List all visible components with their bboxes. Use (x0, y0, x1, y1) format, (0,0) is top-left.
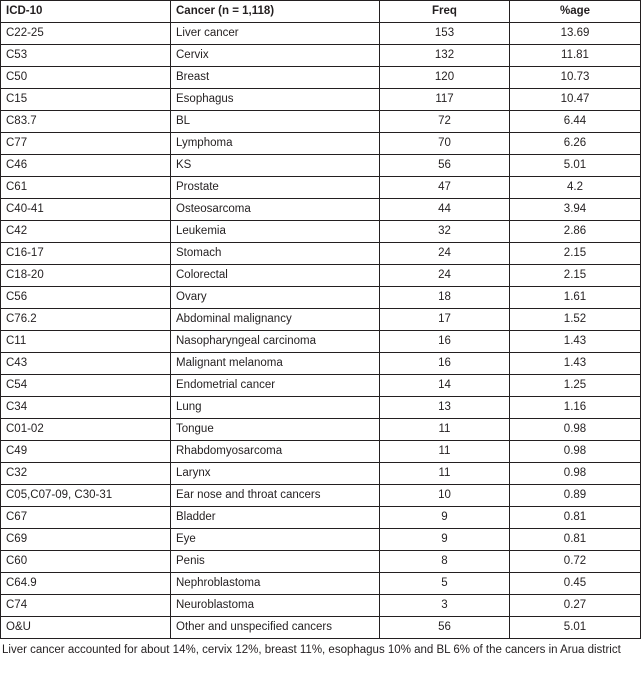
table-row (1, 199, 641, 221)
icd10-cell: C43 (1, 353, 171, 375)
cancer-cell: Tongue (171, 419, 380, 441)
icd10-cell: C11 (1, 331, 171, 353)
percentage-cell: 0.81 (510, 529, 641, 551)
freq-cell: 9 (380, 529, 510, 551)
percentage-cell: 0.98 (510, 441, 641, 463)
icd10-cell: C69 (1, 529, 171, 551)
percentage-cell: 10.47 (510, 89, 641, 111)
table-row (1, 155, 641, 177)
freq-cell: 8 (380, 551, 510, 573)
cancer-cell: Stomach (171, 243, 380, 265)
freq-cell: 44 (380, 199, 510, 221)
icd10-cell: C49 (1, 441, 171, 463)
freq-cell: 16 (380, 331, 510, 353)
freq-cell: 9 (380, 507, 510, 529)
cancer-cell: Leukemia (171, 221, 380, 243)
freq-cell: 56 (380, 617, 510, 639)
percentage-cell: 5.01 (510, 155, 641, 177)
icd10-cell: C60 (1, 551, 171, 573)
icd10-cell: C77 (1, 133, 171, 155)
percentage-cell: 0.98 (510, 419, 641, 441)
header-percentage: %age (510, 1, 641, 23)
icd10-cell: C54 (1, 375, 171, 397)
icd10-cell: O&U (1, 617, 171, 639)
table-row (1, 551, 641, 573)
freq-cell: 32 (380, 221, 510, 243)
table-row (1, 309, 641, 331)
cancer-cell: Other and unspecified cancers (171, 617, 380, 639)
cancer-cell: Prostate (171, 177, 380, 199)
cancer-cell: Rhabdomyosarcoma (171, 441, 380, 463)
cancer-cell: Liver cancer (171, 23, 380, 45)
table-row (1, 507, 641, 529)
freq-cell: 11 (380, 441, 510, 463)
table-row (1, 23, 641, 45)
cancer-cell: BL (171, 111, 380, 133)
cancer-cell: Neuroblastoma (171, 595, 380, 617)
icd10-cell: C16-17 (1, 243, 171, 265)
percentage-cell: 2.86 (510, 221, 641, 243)
percentage-cell: 1.25 (510, 375, 641, 397)
percentage-cell: 0.45 (510, 573, 641, 595)
freq-cell: 3 (380, 595, 510, 617)
percentage-cell: 0.98 (510, 463, 641, 485)
freq-cell: 24 (380, 243, 510, 265)
percentage-cell: 2.15 (510, 265, 641, 287)
icd10-cell: C53 (1, 45, 171, 67)
table-row (1, 353, 641, 375)
freq-cell: 14 (380, 375, 510, 397)
table-row (1, 243, 641, 265)
header-row (1, 1, 641, 23)
percentage-cell: 4.2 (510, 177, 641, 199)
table-footnote: Liver cancer accounted for about 14%, cervix 12%, breast 11%, esophagus 10% and BL 6% of the cancers in Arua district (2, 644, 621, 656)
icd10-cell: C34 (1, 397, 171, 419)
icd10-cell: C40-41 (1, 199, 171, 221)
cancer-cell: Lung (171, 397, 380, 419)
table-row (1, 397, 641, 419)
cancer-cell: Osteosarcoma (171, 199, 380, 221)
cancer-cell: Larynx (171, 463, 380, 485)
freq-cell: 13 (380, 397, 510, 419)
table-row (1, 221, 641, 243)
icd10-cell: C56 (1, 287, 171, 309)
icd10-cell: C83.7 (1, 111, 171, 133)
percentage-cell: 3.94 (510, 199, 641, 221)
icd10-cell: C50 (1, 67, 171, 89)
percentage-cell: 1.52 (510, 309, 641, 331)
header-icd10: ICD-10 (1, 1, 171, 23)
freq-cell: 11 (380, 419, 510, 441)
freq-cell: 117 (380, 89, 510, 111)
cancer-cell: Nasopharyngeal carcinoma (171, 331, 380, 353)
header-cancer: Cancer (n = 1,118) (171, 1, 380, 23)
cancer-cell: Ear nose and throat cancers (171, 485, 380, 507)
table-row (1, 331, 641, 353)
icd10-cell: C05,C07-09, C30-31 (1, 485, 171, 507)
freq-cell: 11 (380, 463, 510, 485)
freq-cell: 72 (380, 111, 510, 133)
freq-cell: 24 (380, 265, 510, 287)
table-row (1, 111, 641, 133)
table-row (1, 45, 641, 67)
table-row (1, 265, 641, 287)
freq-cell: 132 (380, 45, 510, 67)
percentage-cell: 10.73 (510, 67, 641, 89)
table-row (1, 463, 641, 485)
cancer-cell: Abdominal malignancy (171, 309, 380, 331)
freq-cell: 17 (380, 309, 510, 331)
cancer-cell: Breast (171, 67, 380, 89)
freq-cell: 18 (380, 287, 510, 309)
icd10-cell: C42 (1, 221, 171, 243)
icd10-cell: C01-02 (1, 419, 171, 441)
table-row (1, 67, 641, 89)
percentage-cell: 0.72 (510, 551, 641, 573)
table-row (1, 177, 641, 199)
icd10-cell: C74 (1, 595, 171, 617)
freq-cell: 10 (380, 485, 510, 507)
percentage-cell: 6.26 (510, 133, 641, 155)
cancer-cell: Malignant melanoma (171, 353, 380, 375)
cancer-cell: KS (171, 155, 380, 177)
icd10-cell: C64.9 (1, 573, 171, 595)
icd10-cell: C61 (1, 177, 171, 199)
percentage-cell: 2.15 (510, 243, 641, 265)
percentage-cell: 0.89 (510, 485, 641, 507)
cancer-cell: Nephroblastoma (171, 573, 380, 595)
icd10-cell: C46 (1, 155, 171, 177)
table-row (1, 287, 641, 309)
table-row (1, 133, 641, 155)
freq-cell: 120 (380, 67, 510, 89)
cancer-cell: Ovary (171, 287, 380, 309)
percentage-cell: 13.69 (510, 23, 641, 45)
cancer-cell: Endometrial cancer (171, 375, 380, 397)
percentage-cell: 1.16 (510, 397, 641, 419)
table-row (1, 573, 641, 595)
icd10-cell: C15 (1, 89, 171, 111)
percentage-cell: 11.81 (510, 45, 641, 67)
freq-cell: 5 (380, 573, 510, 595)
cancer-cell: Eye (171, 529, 380, 551)
percentage-cell: 1.61 (510, 287, 641, 309)
icd10-cell: C32 (1, 463, 171, 485)
icd10-cell: C18-20 (1, 265, 171, 287)
cancer-cell: Colorectal (171, 265, 380, 287)
table-row (1, 529, 641, 551)
table-row (1, 375, 641, 397)
percentage-cell: 0.27 (510, 595, 641, 617)
freq-cell: 70 (380, 133, 510, 155)
icd10-cell: C67 (1, 507, 171, 529)
cancer-cell: Esophagus (171, 89, 380, 111)
percentage-cell: 5.01 (510, 617, 641, 639)
table-row (1, 419, 641, 441)
header-freq: Freq (380, 1, 510, 23)
freq-cell: 56 (380, 155, 510, 177)
table-row (1, 441, 641, 463)
cancer-cell: Bladder (171, 507, 380, 529)
cancer-cell: Lymphoma (171, 133, 380, 155)
table-row (1, 485, 641, 507)
cancer-cell: Cervix (171, 45, 380, 67)
table-body (1, 23, 641, 639)
percentage-cell: 6.44 (510, 111, 641, 133)
table-row (1, 89, 641, 111)
percentage-cell: 0.81 (510, 507, 641, 529)
freq-cell: 16 (380, 353, 510, 375)
percentage-cell: 1.43 (510, 331, 641, 353)
icd10-cell: C76.2 (1, 309, 171, 331)
icd10-cell: C22-25 (1, 23, 171, 45)
percentage-cell: 1.43 (510, 353, 641, 375)
freq-cell: 153 (380, 23, 510, 45)
freq-cell: 47 (380, 177, 510, 199)
table-header (1, 1, 641, 23)
cancer-cell: Penis (171, 551, 380, 573)
table-row (1, 617, 641, 639)
table-row (1, 595, 641, 617)
